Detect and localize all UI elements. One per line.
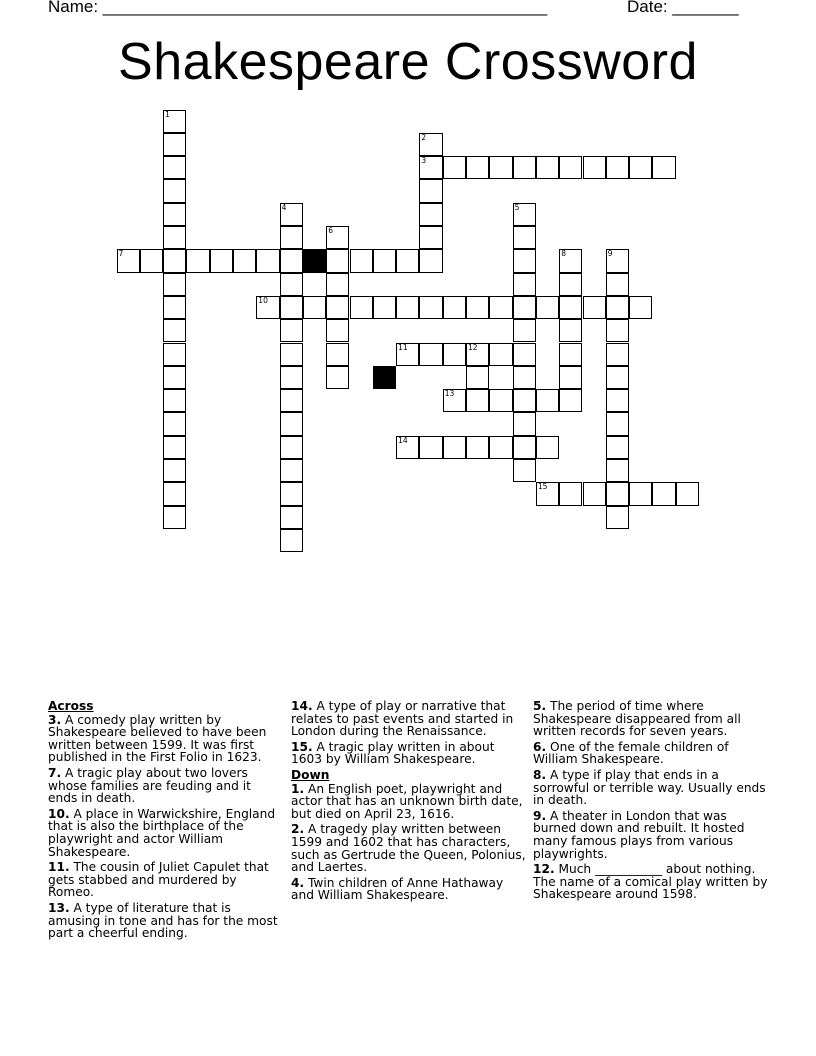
grid-cell[interactable]: [163, 482, 186, 505]
grid-cell[interactable]: [280, 436, 303, 459]
grid-cell[interactable]: [513, 343, 536, 366]
grid-cell[interactable]: [489, 436, 512, 459]
grid-cell[interactable]: [606, 156, 629, 179]
clue-number: 5: [514, 202, 520, 212]
grid-cell[interactable]: [419, 133, 442, 156]
grid-cell[interactable]: [606, 366, 629, 389]
clue-across-14: 14. A type of play or narrative that relates to past events and started in London during the Renaissance.: [291, 699, 514, 739]
clue-number: 2: [421, 132, 427, 142]
grid-cell[interactable]: [583, 156, 606, 179]
grid-cell[interactable]: [163, 110, 186, 133]
grid-cell[interactable]: [583, 296, 606, 319]
grid-cell[interactable]: [559, 389, 582, 412]
grid-cell[interactable]: [350, 296, 373, 319]
blocked-cell: [373, 366, 396, 389]
clue-number: 12: [468, 342, 478, 352]
grid-cell[interactable]: [536, 482, 559, 505]
grid-cell[interactable]: [652, 482, 675, 505]
grid-cell[interactable]: [396, 296, 419, 319]
grid-cell[interactable]: [419, 296, 442, 319]
grid-cell[interactable]: [513, 389, 536, 412]
grid-cell[interactable]: [326, 249, 349, 272]
clue-number: 15: [537, 482, 548, 492]
grid-cell[interactable]: [536, 296, 559, 319]
grid-cell[interactable]: [163, 319, 186, 342]
grid-cell[interactable]: [606, 506, 629, 529]
grid-cell[interactable]: [163, 366, 186, 389]
grid-cell[interactable]: [350, 249, 373, 272]
grid-cell[interactable]: [629, 482, 652, 505]
grid-cell[interactable]: [163, 273, 186, 296]
grid-cell[interactable]: [606, 482, 629, 505]
grid-cell[interactable]: [373, 296, 396, 319]
grid-cell[interactable]: [163, 296, 186, 319]
grid-cell[interactable]: [559, 156, 582, 179]
grid-cell[interactable]: [210, 249, 233, 272]
down-heading: Down: [291, 767, 330, 782]
grid-cell[interactable]: [606, 459, 629, 482]
clue-number: 6: [328, 226, 333, 235]
grid-cell[interactable]: [419, 156, 442, 179]
grid-cell[interactable]: [419, 203, 442, 226]
grid-cell[interactable]: [280, 319, 303, 342]
grid-cell[interactable]: [466, 366, 489, 389]
grid-cell[interactable]: [606, 412, 629, 435]
clues-column-2: [291, 700, 527, 905]
clue-across-11: 11. The cousin of Juliet Capulet that gets stabbed and murdered by Romeo.: [48, 860, 269, 900]
grid-cell[interactable]: [513, 296, 536, 319]
grid-cell[interactable]: [489, 343, 512, 366]
grid-cell[interactable]: [466, 389, 489, 412]
grid-cell[interactable]: [280, 296, 303, 319]
grid-cell[interactable]: [280, 412, 303, 435]
clue-down-9: 9. A theater in London that was burned down and rebuilt. It hosted many famous plays from various playwrights.: [533, 808, 745, 861]
grid-cell[interactable]: [419, 226, 442, 249]
clues-column-3: [533, 700, 769, 904]
blocked-cell: [303, 249, 326, 272]
clue-number: 1: [165, 109, 170, 119]
grid-cell[interactable]: [443, 343, 466, 366]
clue-down-12: 12. Much ___________ about nothing. The name of a comical play written by Shakespeare around 1598.: [533, 862, 768, 902]
grid-cell[interactable]: [489, 156, 512, 179]
grid-cell[interactable]: [373, 249, 396, 272]
clue-down-6: 6. One of the female children of William Shakespeare.: [533, 739, 729, 767]
date-field-label: Date: _______: [627, 0, 739, 16]
grid-cell[interactable]: [513, 273, 536, 296]
grid-cell[interactable]: [606, 436, 629, 459]
grid-cell[interactable]: [326, 226, 349, 249]
name-field-label: Name: _______________________________________________: [48, 0, 548, 16]
grid-cell[interactable]: [513, 203, 536, 226]
grid-cell[interactable]: [583, 482, 606, 505]
grid-cell[interactable]: [256, 249, 279, 272]
clues-column-1: [48, 700, 284, 943]
grid-cell[interactable]: [629, 156, 652, 179]
grid-cell[interactable]: [419, 249, 442, 272]
grid-cell[interactable]: [559, 273, 582, 296]
grid-cell[interactable]: [559, 482, 582, 505]
grid-cell[interactable]: [163, 506, 186, 529]
across-heading: Across: [48, 699, 94, 713]
clue-number: 13: [444, 389, 455, 399]
clue-down-4: 4. Twin children of Anne Hathaway and William Shakespeare.: [291, 875, 504, 903]
grid-cell[interactable]: [536, 156, 559, 179]
grid-cell[interactable]: [652, 156, 675, 179]
grid-cell[interactable]: [513, 412, 536, 435]
grid-cell[interactable]: [280, 366, 303, 389]
grid-cell[interactable]: [326, 343, 349, 366]
grid-cell[interactable]: [326, 273, 349, 296]
grid-cell[interactable]: [280, 203, 303, 226]
grid-cell[interactable]: [163, 343, 186, 366]
grid-cell[interactable]: [163, 249, 186, 272]
clue-down-2: 2. A tragedy play written between 1599 and 1602 that has characters, such as Gertrude the Queen, Polonius, and Laertes.: [291, 822, 526, 875]
grid-cell[interactable]: [163, 156, 186, 179]
grid-cell[interactable]: [466, 156, 489, 179]
grid-cell[interactable]: [280, 226, 303, 249]
grid-cell[interactable]: [606, 249, 629, 272]
clue-across-3: 3. A comedy play written by Shakespeare believed to have been written between 1599. It was first published in the First Folio in 1623.: [48, 712, 267, 765]
clue-across-10: 10. A place in Warwickshire, England that is also the birthplace of the playwright and actor William Shakespeare.: [48, 806, 276, 859]
grid-cell[interactable]: [513, 249, 536, 272]
clue-across-15: 15. A tragic play written in about 1603 by William Shakespeare.: [291, 739, 495, 767]
grid-cell[interactable]: [419, 436, 442, 459]
grid-cell[interactable]: [443, 389, 466, 412]
grid-cell[interactable]: [163, 203, 186, 226]
grid-cell[interactable]: [163, 436, 186, 459]
grid-cell[interactable]: [163, 133, 186, 156]
clue-number: 7: [118, 249, 124, 259]
grid-cell[interactable]: [396, 249, 419, 272]
grid-cell[interactable]: [419, 343, 442, 366]
grid-cell[interactable]: [280, 343, 303, 366]
grid-cell[interactable]: [513, 156, 536, 179]
grid-cell[interactable]: [513, 436, 536, 459]
grid-cell[interactable]: [536, 389, 559, 412]
grid-cell[interactable]: [280, 482, 303, 505]
grid-cell[interactable]: [233, 249, 256, 272]
clue-across-13: 13. A type of literature that is amusing in tone and has for the most part a cheerful ending.: [48, 900, 278, 941]
grid-cell[interactable]: [629, 296, 652, 319]
clue-number: 10: [258, 295, 268, 305]
clue-across-7: 7. A tragic play about two lovers whose families are feuding and it ends in death.: [48, 765, 251, 806]
grid-cell[interactable]: [676, 482, 699, 505]
grid-cell[interactable]: [559, 366, 582, 389]
grid-cell[interactable]: [513, 459, 536, 482]
grid-cell[interactable]: [163, 412, 186, 435]
grid-cell[interactable]: [163, 389, 186, 412]
grid-cell[interactable]: [466, 343, 489, 366]
page-title: Shakespeare Crossword: [118, 33, 698, 91]
clue-down-1: 1. An English poet, playwright and actor that has an unknown birth date, but died on April 23, 1616.: [291, 781, 523, 821]
grid-cell[interactable]: [606, 389, 629, 412]
grid-cell[interactable]: [280, 506, 303, 529]
grid-cell[interactable]: [280, 529, 303, 552]
grid-cell[interactable]: [536, 436, 559, 459]
grid-cell[interactable]: [303, 296, 326, 319]
grid-cell[interactable]: [559, 249, 582, 272]
grid-cell[interactable]: [489, 296, 512, 319]
grid-cell[interactable]: [186, 249, 209, 272]
grid-cell[interactable]: [163, 459, 186, 482]
grid-cell[interactable]: [163, 226, 186, 249]
grid-cell[interactable]: [256, 296, 279, 319]
grid-cell[interactable]: [326, 319, 349, 342]
grid-cell[interactable]: [606, 273, 629, 296]
clue-number: 4: [281, 202, 287, 212]
grid-cell[interactable]: [559, 319, 582, 342]
grid-cell[interactable]: [163, 179, 186, 202]
clue-number: 9: [607, 249, 613, 259]
grid-cell[interactable]: [559, 343, 582, 366]
grid-cell[interactable]: [326, 366, 349, 389]
grid-cell[interactable]: [559, 296, 582, 319]
grid-cell[interactable]: [396, 436, 419, 459]
grid-cell[interactable]: [466, 436, 489, 459]
grid-cell[interactable]: [117, 249, 140, 272]
grid-cell[interactable]: [489, 389, 512, 412]
grid-cell[interactable]: [513, 226, 536, 249]
grid-cell[interactable]: [396, 343, 419, 366]
grid-cell[interactable]: [443, 436, 466, 459]
clue-number: 8: [561, 249, 566, 259]
grid-cell[interactable]: [280, 459, 303, 482]
clue-down-8: 8. A type if play that ends in a sorrowful or terrible way. Usually ends in death.: [533, 767, 766, 808]
grid-cell[interactable]: [466, 296, 489, 319]
grid-cell[interactable]: [606, 296, 629, 319]
grid-cell[interactable]: [140, 249, 163, 272]
grid-cell[interactable]: [280, 389, 303, 412]
grid-cell[interactable]: [280, 249, 303, 272]
grid-cell[interactable]: [326, 296, 349, 319]
grid-cell[interactable]: [443, 296, 466, 319]
clue-number: 3: [421, 156, 427, 166]
grid-cell[interactable]: [606, 343, 629, 366]
grid-cell[interactable]: [443, 156, 466, 179]
grid-cell[interactable]: [606, 319, 629, 342]
grid-cell[interactable]: [513, 366, 536, 389]
clue-number: 14: [398, 435, 408, 445]
clue-number: 11: [398, 342, 408, 352]
clue-down-5: 5. The period of time where Shakespeare disappeared from all written records for seven years.: [533, 699, 741, 739]
grid-cell[interactable]: [513, 319, 536, 342]
grid-cell[interactable]: [280, 273, 303, 296]
grid-cell[interactable]: [419, 179, 442, 202]
